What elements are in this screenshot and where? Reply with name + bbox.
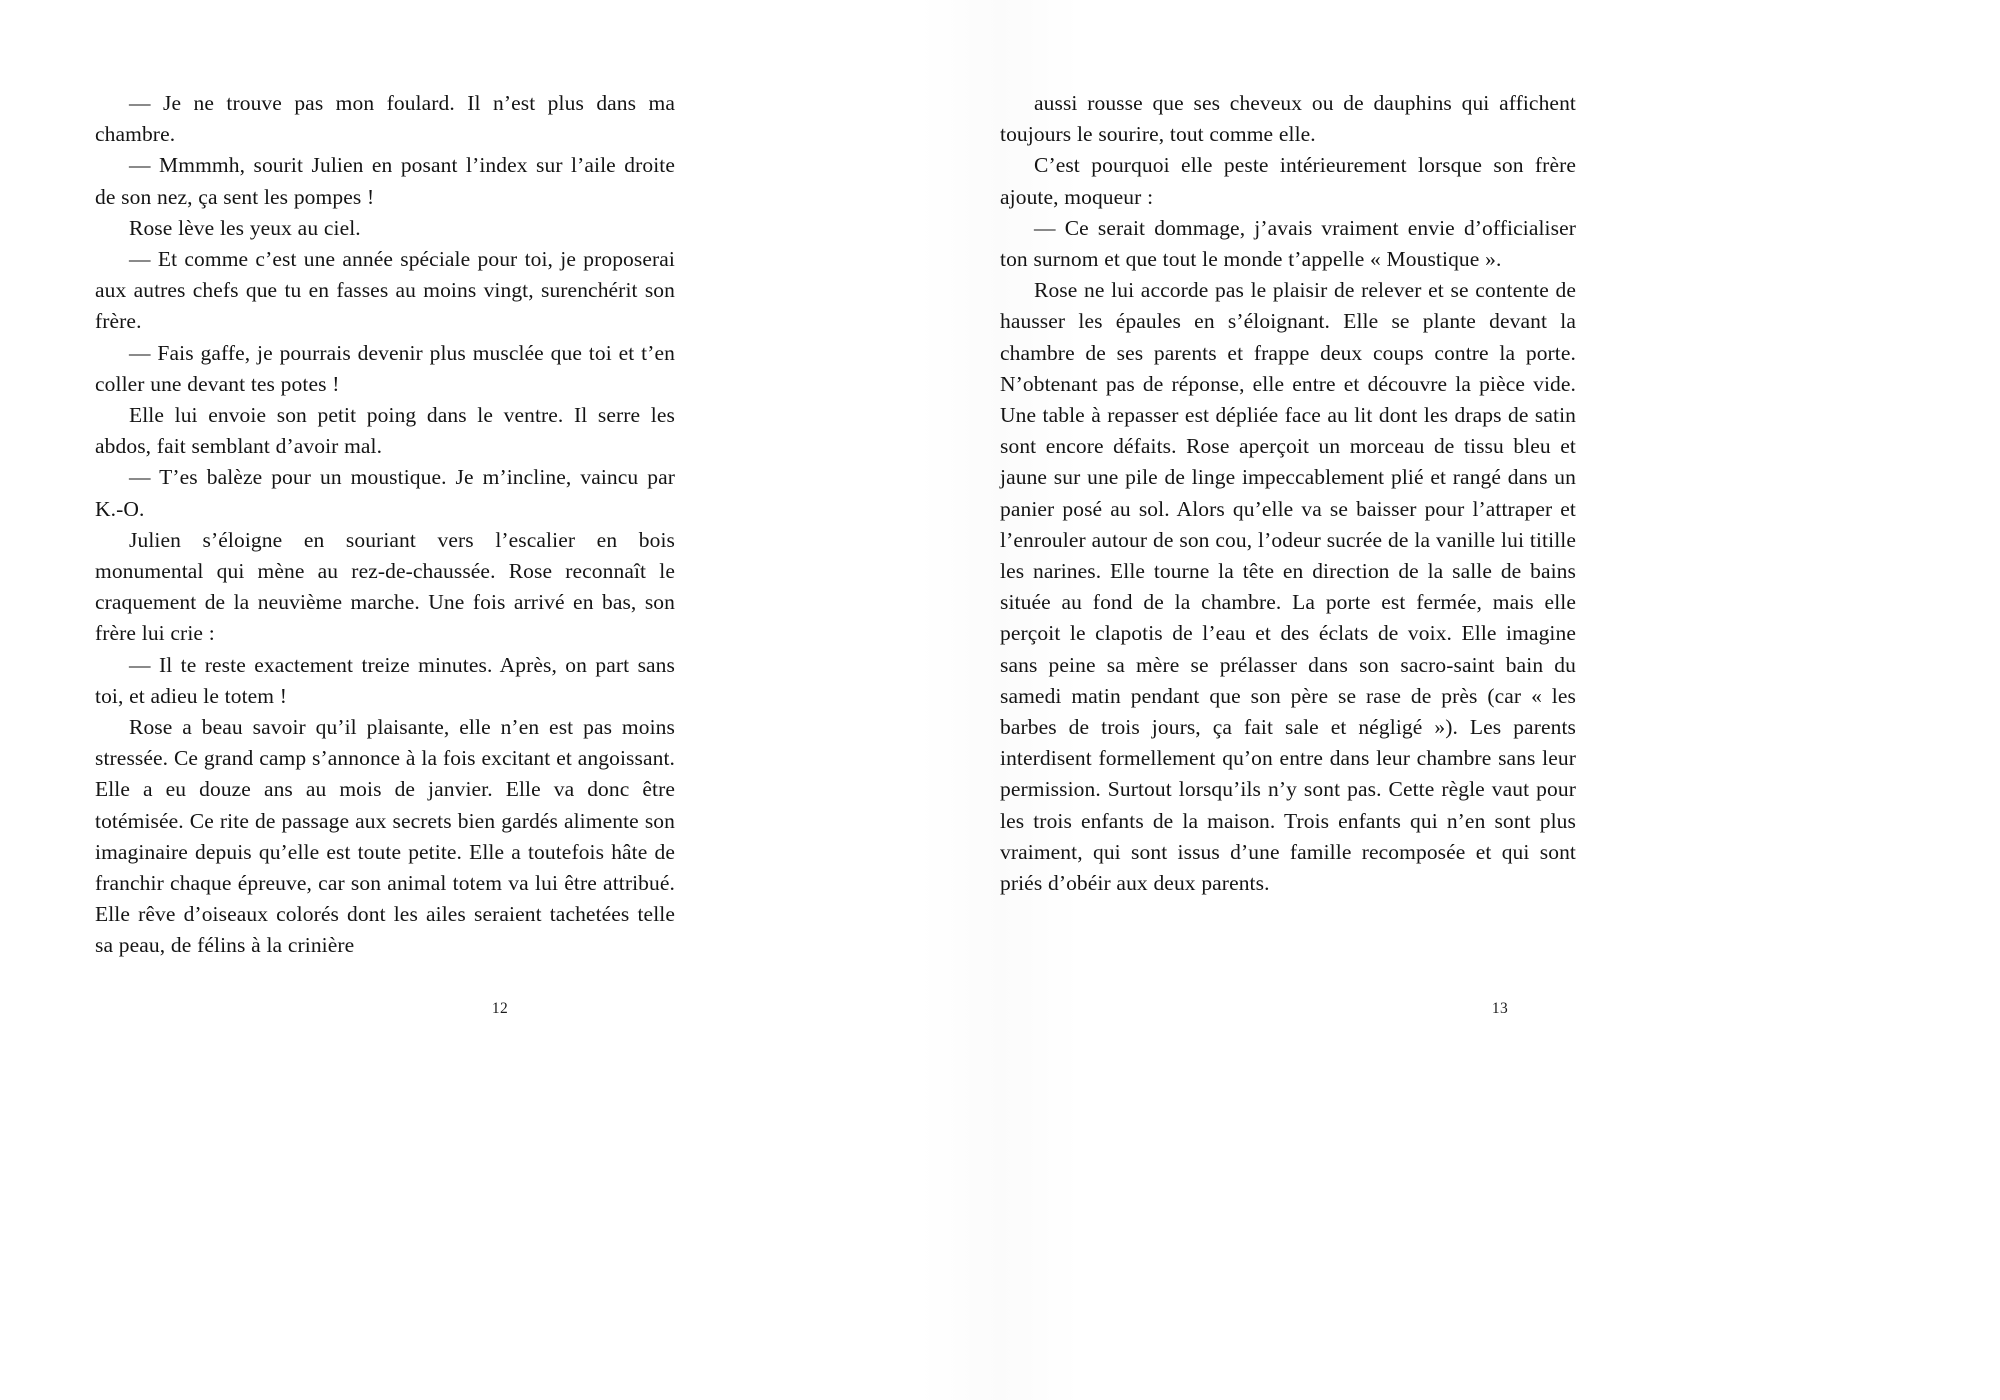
paragraph: Rose lève les yeux au ciel. — [129, 215, 361, 240]
page-number-right-container — [1000, 1000, 2000, 1018]
paragraph: — Il te reste exactement treize minutes. Après, on part sans toi, et adieu le totem ! — [95, 652, 675, 708]
paragraph: — Ce serait dommage, j’avais vraiment envie d’officialiser ton surnom et que tout le monde t’appelle « Moustique ». — [1000, 215, 1576, 272]
paragraph: C’est pourquoi elle peste intérieurement lorsque son frère ajoute, moqueur : — [1000, 153, 1576, 209]
page-number-left-container — [0, 1000, 1000, 1018]
page-right — [1000, 0, 2000, 1400]
page-number: 13 — [1491, 1000, 1509, 1017]
left-page-text-column — [95, 88, 675, 962]
right-page-text-column — [1000, 88, 1576, 899]
paragraph: Julien s’éloigne en souriant vers l’escalier en bois monumental qui mène au rez-de-chaussée. Rose reconnaît le craquement de la neuvième marche. Une fois arrivé en bas, son frère lui crie : — [95, 527, 675, 646]
paragraph: Elle lui envoie son petit poing dans le ventre. Il serre les abdos, fait semblant d’avoir mal. — [95, 403, 675, 459]
page-number: 12 — [491, 1000, 509, 1017]
paragraph: aussi rousse que ses cheveux ou de dauphins qui affichent toujours le sourire, tout comme elle. — [1000, 91, 1576, 147]
paragraph: — Je ne trouve pas mon foulard. Il n’est plus dans ma chambre. — [95, 91, 675, 147]
paragraph: — Mmmmh, sourit Julien en posant l’index sur l’aile droite de son nez, ça sent les pompes ! — [95, 153, 675, 209]
paragraph: — Et comme c’est une année spéciale pour toi, je proposerai aux autres chefs que tu en fasses au moins vingt, surenchérit son frère. — [95, 247, 675, 334]
paragraph: — Fais gaffe, je pourrais devenir plus musclée que toi et t’en coller une devant tes potes ! — [95, 340, 675, 396]
paragraph: Rose a beau savoir qu’il plaisante, elle n’en est pas moins stressée. Ce grand camp s’annonce à la fois excitant et angoissant. Elle a eu douze ans au mois de janvier. Elle va donc être totémisée. Ce rite de passage aux secrets bien gardés alimente son imaginaire depuis qu’elle est toute petite. Elle a toutefois hâte de franchir chaque épreuve, car son animal totem va lui être attribué. Elle rêve d’oiseaux colorés dont les ailes seraient tachetées telle sa peau, de félins à la crinière — [95, 715, 675, 958]
paragraph: — T’es balèze pour un moustique. Je m’incline, vaincu par K.-O. — [95, 465, 675, 521]
paragraph: Rose ne lui accorde pas le plaisir de relever et se contente de hausser les épaules en s’éloignant. Elle se plante devant la chambre de ses parents et frappe deux coups contre la porte. N’obtenant pas de réponse, elle entre et découvre la pièce vide. Une table à repasser est dépliée face au lit dont les draps de satin sont encore défaits. Rose aperçoit un morceau de tissu bleu et jaune sur une pile de linge impeccablement plié et rangé dans un panier posé au sol. Alors qu’elle va se baisser pour l’attraper et l’enrouler autour de son cou, l’odeur sucrée de la vanille lui titille les narines. Elle tourne la tête en direction de la salle de bains située au fond de la chambre. La porte est fermée, mais elle perçoit le clapotis de l’eau et des éclats de voix. Elle imagine sans peine sa mère se prélasser dans son sacro-saint bain du samedi matin pendant que son père se rase de près (car « les barbes de trois jours, ça fait sale et négligé »). Les parents interdisent formellement qu’on entre dans leur chambre sans leur permission. Surtout lorsqu’ils n’y sont pas. Cette règle vaut pour les trois enfants de la maison. Trois enfants qui n’en sont plus vraiment, qui sont issus d’une famille recomposée et qui sont priés d’obéir aux deux parents. — [1000, 278, 1576, 896]
